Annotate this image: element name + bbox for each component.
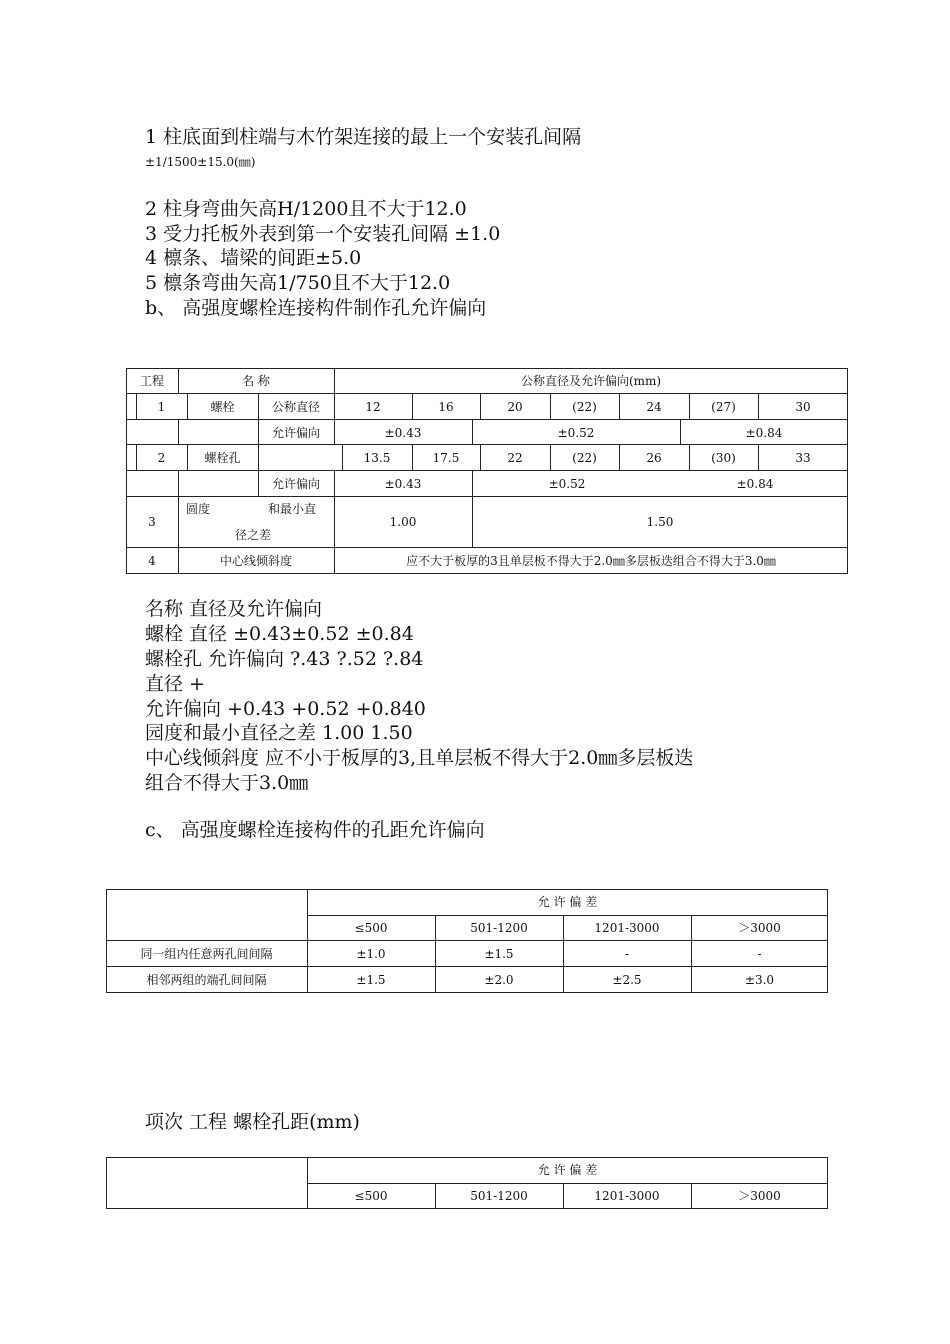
t1-bolt-label: 公称直径 (271, 400, 320, 414)
footer-title: 项次 工程 螺栓孔距(mm) (145, 1111, 360, 1133)
t1-bolt-d1: 12 (365, 400, 381, 414)
t1-bolt-d2: 16 (438, 400, 454, 414)
t1-hole-name: 螺栓孔 (204, 451, 241, 465)
t2-row1-v3: - (624, 947, 630, 961)
t1-header-name: 名 称 (242, 374, 270, 388)
t1-hole-d5: 26 (646, 451, 662, 465)
middle-line-1: 名称 直径及允许偏向 (145, 598, 323, 620)
t3-range-2: 501-1200 (470, 1189, 528, 1203)
t3-range-4: ＞3000 (738, 1189, 781, 1203)
t1-bolt-tol-2: ±0.52 (557, 426, 595, 440)
t1-hole-tol-3: ±0.84 (736, 477, 774, 491)
t1-round-name-c: 径之差 (235, 528, 272, 542)
middle-line-6: 园度和最小直径之差 1.00 1.50 (145, 722, 413, 744)
t2-row1-v4: - (757, 947, 762, 961)
t2-range-3: 1201-3000 (594, 921, 660, 935)
t1-bolt-d5: 24 (646, 400, 662, 414)
t1-hole-d4: (22) (572, 451, 597, 465)
t2-range-4: ＞3000 (738, 921, 781, 935)
t2-row2-v1: ±1.5 (356, 973, 386, 987)
t3-header: 允 许 偏 差 (537, 1163, 598, 1177)
intro-line-2: 2 柱身弯曲矢高H/1200且不大于12.0 (145, 198, 467, 220)
t1-round-name-a: 圆度 (186, 502, 211, 516)
t1-bolt-d4: (22) (572, 400, 597, 414)
t2-row1-v2: ±1.5 (484, 947, 514, 961)
t1-tilt-value: 应不大于板厚的3且单层板不得大于2.0㎜多层板迭组合不得大于3.0㎜ (406, 554, 776, 568)
intro-line-4: 4 檩条、墙梁的间距±5.0 (145, 247, 362, 269)
middle-line-5: 允许偏向 +0.43 +0.52 +0.840 (145, 698, 426, 720)
middle-line-2: 螺栓 直径 ±0.43±0.52 ±0.84 (145, 623, 414, 645)
intro-line-5: 5 檩条弯曲矢高1/750且不大于12.0 (145, 272, 451, 294)
t1-bolt-d7: 30 (795, 400, 811, 414)
t1-header-project: 工程 (139, 374, 164, 388)
t1-bolt-d3: 20 (507, 400, 523, 414)
t3-range-3: 1201-3000 (594, 1189, 660, 1203)
t1-hole-d1: 13.5 (363, 451, 391, 465)
t1-round-name-b: 和最小直 (268, 502, 317, 516)
t1-bolt-tol-3: ±0.84 (745, 426, 783, 440)
t1-hole-d7: 33 (795, 451, 811, 465)
t1-round-v1: 1.00 (389, 515, 417, 529)
intro-line-1-value: ±1/1500±15.0(㎜) (145, 155, 256, 169)
heading-b: b、 高强度螺栓连接构件制作孔允许偏向 (145, 297, 487, 319)
t2-header: 允 许 偏 差 (537, 895, 598, 909)
t1-bolt-tol-label: 允许偏向 (271, 426, 320, 440)
t2-row2-v3: ±2.5 (612, 973, 642, 987)
t1-hole-index: 2 (157, 451, 166, 465)
middle-line-4: 直径 + (145, 673, 205, 695)
t1-hole-tol-2: ±0.52 (548, 477, 586, 491)
table1-border (126, 368, 848, 574)
t2-row2-label: 相邻两组的端孔间间隔 (146, 973, 267, 987)
t1-hole-d6: (30) (711, 451, 736, 465)
intro-line-1: 1 柱底面到柱端与木竹架连接的最上一个安装孔间隔 (145, 126, 582, 148)
t1-bolt-name: 螺栓 (210, 400, 235, 414)
middle-line-8: 组合不得大于3.0㎜ (145, 772, 309, 794)
t2-row1-v1: ±1.0 (356, 947, 386, 961)
t1-hole-tol-label: 允许偏向 (271, 477, 320, 491)
t2-row2-v2: ±2.0 (484, 973, 514, 987)
t1-hole-d3: 22 (507, 451, 523, 465)
t2-row1-label: 同一组内任意两孔间间隔 (140, 947, 273, 961)
t1-hole-d2: 17.5 (432, 451, 460, 465)
t2-range-2: 501-1200 (470, 921, 528, 935)
t2-range-1: ≤500 (354, 921, 388, 935)
t2-row2-v4: ±3.0 (744, 973, 775, 987)
t1-round-index: 3 (148, 515, 156, 529)
middle-line-3: 螺栓孔 允许偏向 ?.43 ?.52 ?.84 (145, 648, 424, 670)
t1-header-spec: 公称直径及允许偏向(mm) (520, 374, 662, 388)
t1-bolt-tol-1: ±0.43 (384, 426, 422, 440)
heading-c: c、 高强度螺栓连接构件的孔距允许偏向 (145, 819, 485, 841)
t1-bolt-index: 1 (157, 400, 166, 414)
t1-tilt-name: 中心线倾斜度 (219, 554, 292, 568)
t1-hole-tol-1: ±0.43 (384, 477, 422, 491)
t3-range-1: ≤500 (354, 1189, 388, 1203)
t1-round-v2: 1.50 (646, 515, 674, 529)
t1-tilt-index: 4 (148, 554, 156, 568)
t1-bolt-d6: (27) (711, 400, 736, 414)
intro-line-3: 3 受力托板外表到第一个安装孔间隔 ±1.0 (145, 223, 501, 245)
middle-line-7: 中心线倾斜度 应不小于板厚的3,且单层板不得大于2.0㎜多层板迭 (145, 747, 694, 769)
